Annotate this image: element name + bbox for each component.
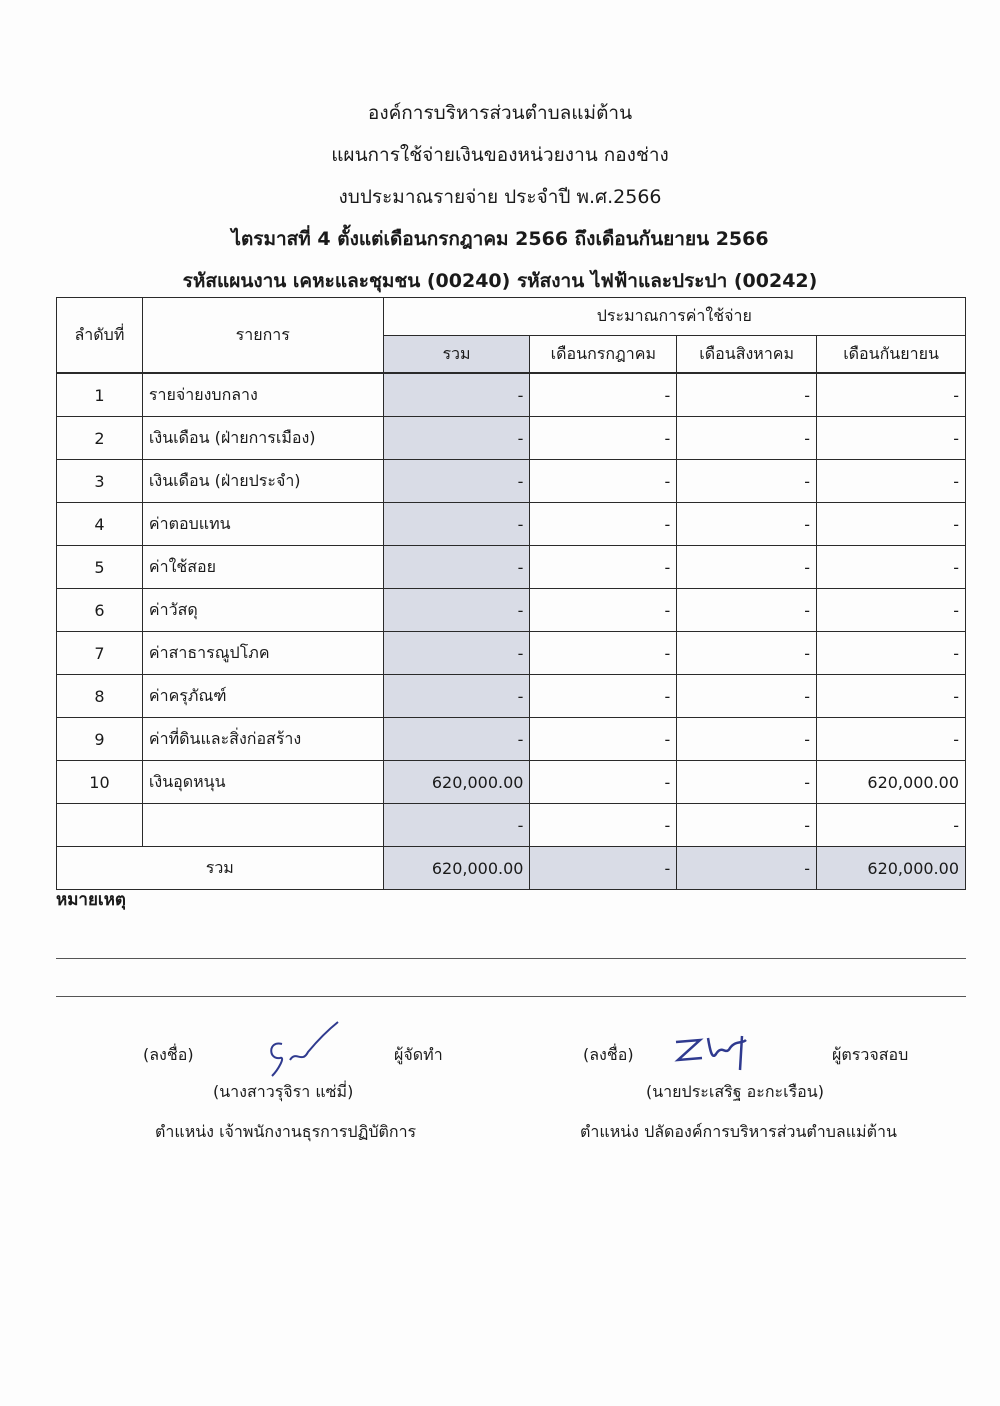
row-m1: -: [530, 374, 677, 417]
table-row: [57, 460, 966, 503]
row-m3: -: [817, 718, 966, 761]
row-total: -: [383, 804, 530, 847]
table-row: [57, 632, 966, 675]
row-m2: -: [677, 546, 817, 589]
col-no-header: ลำดับที่: [57, 298, 143, 373]
table-body: [57, 373, 966, 847]
total-m2: -: [677, 847, 817, 890]
row-m2: -: [677, 761, 817, 804]
row-item: รายจ่ายงบกลาง: [142, 374, 383, 417]
table-row: [57, 761, 966, 804]
row-item: [142, 804, 383, 847]
row-total: -: [383, 374, 530, 417]
row-item: ค่าสาธารณูปโภค: [142, 632, 383, 675]
row-total: -: [383, 632, 530, 675]
col-total-header: รวม: [383, 336, 530, 373]
table-row: [57, 589, 966, 632]
row-m2: -: [677, 589, 817, 632]
remark-line-1: [56, 958, 966, 959]
row-m1: -: [530, 589, 677, 632]
document-header: [0, 92, 1000, 302]
row-m3: -: [817, 804, 966, 847]
total-sum: 620,000.00: [383, 847, 530, 890]
row-m1: -: [530, 804, 677, 847]
right-position: ตำแหน่ง ปลัดองค์การบริหารส่วนตำบลแม่ต้าน: [580, 1122, 897, 1141]
remark-label: หมายเหตุ: [56, 890, 126, 910]
row-m2: -: [677, 417, 817, 460]
table-row: [57, 718, 966, 761]
row-item: เงินเดือน (ฝ่ายการเมือง): [142, 417, 383, 460]
row-no: 3: [57, 460, 143, 503]
row-no: 8: [57, 675, 143, 718]
row-no: [57, 804, 143, 847]
row-no: 9: [57, 718, 143, 761]
quarter-range: ไตรมาสที่ 4 ตั้งแต่เดือนกรกฎาคม 2566 ถึงเดือนกันยายน 2566: [231, 228, 769, 250]
row-m3: -: [817, 374, 966, 417]
row-item: ค่าตอบแทน: [142, 503, 383, 546]
row-m3: -: [817, 632, 966, 675]
row-m1: -: [530, 417, 677, 460]
total-m1: -: [530, 847, 677, 890]
row-no: 1: [57, 374, 143, 417]
row-no: 4: [57, 503, 143, 546]
col-m1-header: เดือนกรกฎาคม: [530, 336, 677, 373]
row-m1: -: [530, 460, 677, 503]
row-total: -: [383, 589, 530, 632]
row-no: 5: [57, 546, 143, 589]
row-m1: -: [530, 675, 677, 718]
row-no: 6: [57, 589, 143, 632]
row-item: ค่าวัสดุ: [142, 589, 383, 632]
table-row: [57, 675, 966, 718]
row-m3: -: [817, 460, 966, 503]
plan-title: แผนการใช้จ่ายเงินของหน่วยงาน กองช่าง: [331, 144, 669, 166]
row-item: ค่าครุภัณฑ์: [142, 675, 383, 718]
total-m3: 620,000.00: [817, 847, 966, 890]
table-total-row: [57, 847, 966, 890]
row-total: -: [383, 718, 530, 761]
row-m3: 620,000.00: [817, 761, 966, 804]
col-m2-header: เดือนสิงหาคม: [677, 336, 817, 373]
budget-table: [56, 297, 966, 890]
row-m2: -: [677, 632, 817, 675]
row-item: เงินอุดหนุน: [142, 761, 383, 804]
row-m2: -: [677, 503, 817, 546]
row-total: -: [383, 417, 530, 460]
row-no: 2: [57, 417, 143, 460]
row-total: -: [383, 460, 530, 503]
row-m2: -: [677, 374, 817, 417]
row-m3: -: [817, 675, 966, 718]
row-total: -: [383, 503, 530, 546]
row-item: ค่าใช้สอย: [142, 546, 383, 589]
col-group-header: ประมาณการค่าใช้จ่าย: [383, 298, 965, 336]
row-m1: -: [530, 761, 677, 804]
row-m1: -: [530, 632, 677, 675]
row-m2: -: [677, 460, 817, 503]
left-signature-mark: [262, 1020, 352, 1080]
row-m1: -: [530, 546, 677, 589]
table-row: [57, 546, 966, 589]
org-name: องค์การบริหารส่วนตำบลแม่ต้าน: [367, 102, 633, 124]
row-m2: -: [677, 804, 817, 847]
col-item-header: รายการ: [142, 298, 383, 373]
left-sign-label: (ลงชื่อ): [143, 1045, 194, 1064]
row-no: 10: [57, 761, 143, 804]
row-item: ค่าที่ดินและสิ่งก่อสร้าง: [142, 718, 383, 761]
plan-codes: รหัสแผนงาน เคหะและชุมชน (00240) รหัสงาน ไฟฟ้าและประปา (00242): [182, 270, 818, 292]
row-m2: -: [677, 675, 817, 718]
row-total: -: [383, 546, 530, 589]
table-row: [57, 374, 966, 417]
right-signature-mark: [670, 1030, 770, 1085]
left-position: ตำแหน่ง เจ้าพนักงานธุรการปฏิบัติการ: [155, 1122, 417, 1141]
row-m3: -: [817, 503, 966, 546]
row-m1: -: [530, 503, 677, 546]
right-sign-label: (ลงชื่อ): [583, 1045, 634, 1064]
row-m3: -: [817, 546, 966, 589]
total-label: รวม: [57, 847, 384, 890]
row-m3: -: [817, 417, 966, 460]
row-m3: -: [817, 589, 966, 632]
table-row: [57, 804, 966, 847]
row-item: เงินเดือน (ฝ่ายประจำ): [142, 460, 383, 503]
budget-year: งบประมาณรายจ่าย ประจำปี พ.ศ.2566: [338, 186, 662, 208]
left-role: ผู้จัดทำ: [394, 1045, 443, 1064]
right-name: (นายประเสริฐ อะกะเรือน): [646, 1082, 824, 1101]
col-m3-header: เดือนกันยายน: [817, 336, 966, 373]
row-total: -: [383, 675, 530, 718]
row-m2: -: [677, 718, 817, 761]
row-m1: -: [530, 718, 677, 761]
right-role: ผู้ตรวจสอบ: [832, 1045, 909, 1064]
table-row: [57, 503, 966, 546]
table-row: [57, 417, 966, 460]
row-no: 7: [57, 632, 143, 675]
remark-line-2: [56, 996, 966, 997]
row-total: 620,000.00: [383, 761, 530, 804]
table-header-row: [57, 298, 966, 336]
left-name: (นางสาวรุจิรา แซ่มี่): [213, 1082, 354, 1101]
